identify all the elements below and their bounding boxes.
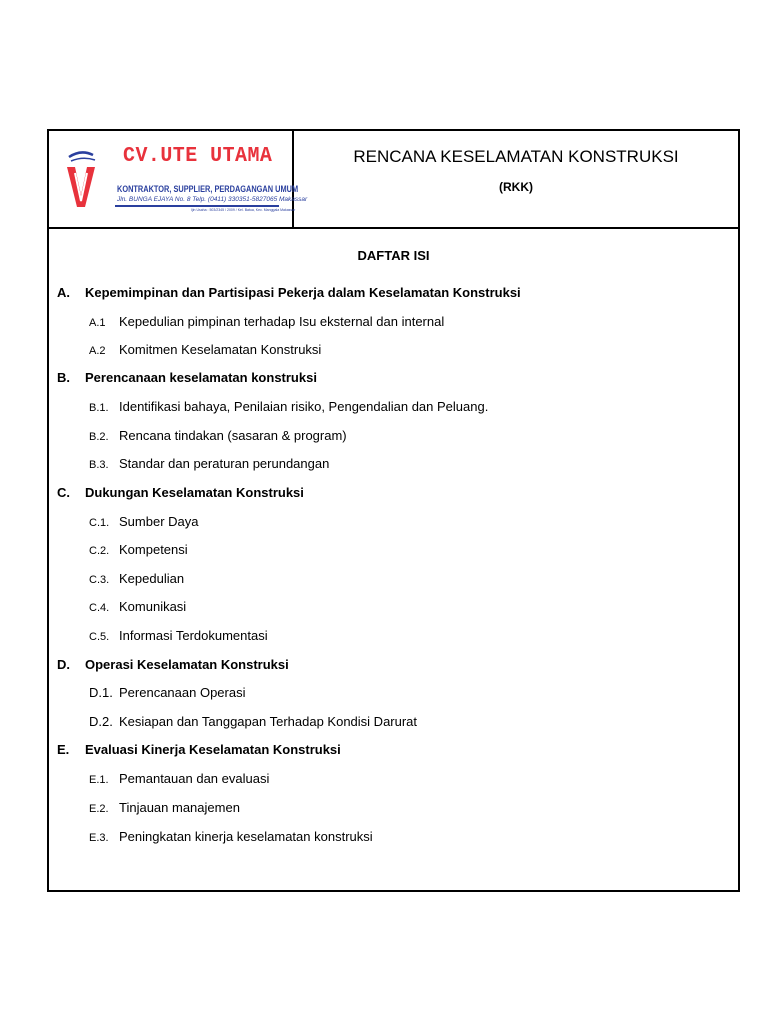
- toc-section-letter: A.: [57, 285, 70, 300]
- toc-item-text: Rencana tindakan (sasaran & program): [119, 428, 347, 443]
- toc-item-text: Peningkatan kinerja keselamatan konstruksi: [119, 829, 373, 844]
- toc-section-letter: C.: [57, 485, 70, 500]
- toc-item-number: C.3.: [89, 574, 110, 586]
- toc-section: [57, 285, 521, 300]
- toc-item-text: Kompetensi: [119, 542, 188, 557]
- toc-section-title: Perencanaan keselamatan konstruksi: [85, 370, 317, 385]
- toc-section-title: Evaluasi Kinerja Keselamatan Konstruksi: [85, 742, 341, 757]
- toc-item-number: E.1.: [89, 774, 109, 786]
- toc-item-number: D.2.: [89, 714, 113, 729]
- toc-item-text: Komitmen Keselamatan Konstruksi: [119, 342, 322, 357]
- toc-item-number: C.4.: [89, 602, 110, 614]
- toc-item: [89, 628, 268, 643]
- toc-item-text: Kesiapan dan Tanggapan Terhadap Kondisi Darurat: [119, 714, 418, 729]
- toc-section-title: Kepemimpinan dan Partisipasi Pekerja dalam Keselamatan Konstruksi: [85, 285, 521, 300]
- header-row: [49, 131, 738, 229]
- toc-section-title: Operasi Keselamatan Konstruksi: [85, 657, 289, 672]
- toc-section: [57, 742, 341, 757]
- toc-item: [89, 456, 329, 471]
- toc-item: [89, 599, 186, 614]
- toc-item-text: Tinjauan manajemen: [119, 800, 240, 815]
- logo-divider: [115, 205, 279, 207]
- document-title: RENCANA KESELAMATAN KONSTRUKSI: [353, 147, 679, 166]
- toc-section-letter: E.: [57, 742, 70, 757]
- logo-company-name: CV.UTE UTAMA: [123, 145, 273, 168]
- toc-item-text: Kepedulian: [119, 571, 185, 586]
- logo-address: Jln. BUNGA EJAYA No. 8 Telp. (0411) 330351-5827065 Makassar: [117, 196, 308, 203]
- document-subtitle: (RKK): [499, 180, 533, 194]
- toc-item: [89, 829, 373, 844]
- toc-item: [89, 714, 417, 729]
- toc-item-text: Identifikasi bahaya, Penilaian risiko, Pengendalian dan Peluang.: [119, 399, 489, 414]
- toc-section: [57, 485, 304, 500]
- logo-cell: [49, 131, 308, 227]
- toc-item-text: Kepedulian pimpinan terhadap Isu eksternal dan internal: [119, 314, 445, 329]
- toc-item: [89, 685, 245, 700]
- toc-item-number: A.1: [89, 317, 106, 329]
- logo-tagline: KONTRAKTOR, SUPPLIER, PERDAGANGAN UMUM: [117, 184, 299, 194]
- toc-item-number: C.5.: [89, 631, 110, 643]
- toc-item: [89, 800, 240, 815]
- toc-item: [89, 571, 184, 586]
- document-frame: [47, 129, 740, 892]
- toc-item: [89, 342, 321, 357]
- toc-item: [89, 399, 488, 414]
- toc-section: [57, 370, 317, 385]
- toc-item-text: Sumber Daya: [119, 514, 199, 529]
- toc-section-letter: B.: [57, 370, 70, 385]
- company-emblem-icon: [61, 147, 113, 213]
- toc-item: [89, 514, 198, 529]
- toc-item-number: B.3.: [89, 459, 109, 471]
- toc-section-title: Dukungan Keselamatan Konstruksi: [85, 485, 304, 500]
- toc-item: [89, 314, 444, 329]
- toc-item-number: D.1.: [89, 685, 113, 700]
- toc-item-number: A.2: [89, 345, 106, 357]
- toc-item-number: E.3.: [89, 832, 109, 844]
- toc-item-number: E.2.: [89, 803, 109, 815]
- toc-item: [89, 428, 347, 443]
- toc-item-text: Perencanaan Operasi: [119, 685, 246, 700]
- logo-fine-print: Ijin Usaha : 503/2345 / 2009 / Kel. Batua, Kec. Manggala Makassar: [191, 208, 296, 212]
- toc-item-number: C.1.: [89, 517, 110, 529]
- toc-item-text: Informasi Terdokumentasi: [119, 628, 268, 643]
- toc-item: [89, 542, 188, 557]
- toc-item-number: B.1.: [89, 402, 109, 414]
- company-logo: [61, 141, 308, 219]
- toc-heading: DAFTAR ISI: [357, 248, 430, 263]
- toc-item-text: Standar dan peraturan perundangan: [119, 456, 330, 471]
- title-cell: [294, 131, 738, 227]
- toc-section-letter: D.: [57, 657, 70, 672]
- toc-item-text: Komunikasi: [119, 599, 187, 614]
- toc-section: [57, 657, 289, 672]
- toc-item-number: B.2.: [89, 431, 109, 443]
- toc-item-number: C.2.: [89, 545, 110, 557]
- toc-item-text: Pemantauan dan evaluasi: [119, 771, 270, 786]
- toc-item: [89, 771, 269, 786]
